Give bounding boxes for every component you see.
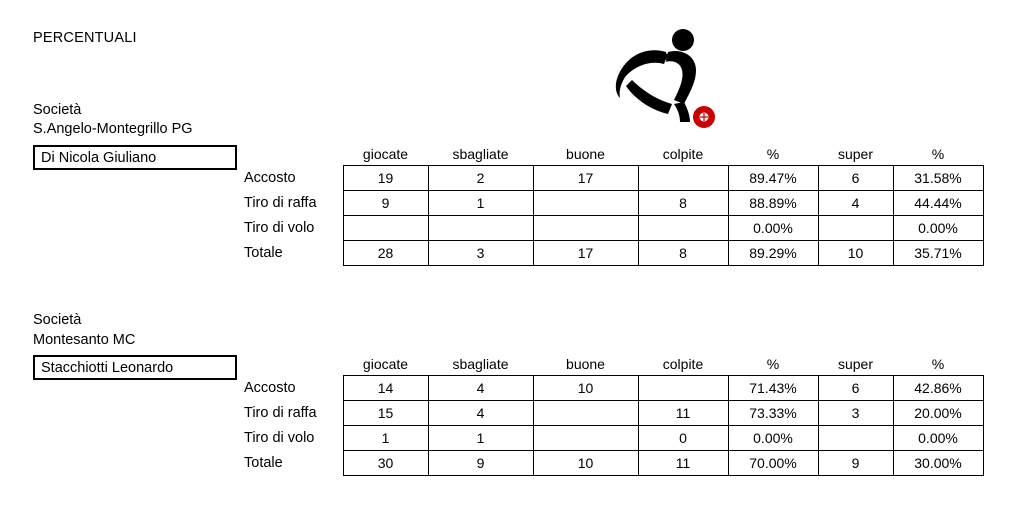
cell-buone xyxy=(533,191,638,216)
cell-colpite: 8 xyxy=(638,191,728,216)
cell-percentuale-1: 71.43% xyxy=(728,376,818,401)
col-header-sbagliate: sbagliate xyxy=(452,356,509,372)
cell-colpite xyxy=(638,376,728,401)
cell-colpite xyxy=(638,166,728,191)
col-header-percentuale-2: % xyxy=(931,356,945,372)
cell-colpite: 0 xyxy=(638,426,728,451)
cell-percentuale-2: 20.00% xyxy=(893,401,983,426)
cell-percentuale-1: 0.00% xyxy=(728,426,818,451)
col-header-giocate: giocate xyxy=(362,356,409,372)
cell-percentuale-2: 44.44% xyxy=(893,191,983,216)
cell-sbagliate: 9 xyxy=(428,451,533,476)
cell-percentuale-1: 88.89% xyxy=(728,191,818,216)
table-row-total xyxy=(238,241,983,266)
cell-percentuale-2: 42.86% xyxy=(893,376,983,401)
cell-percentuale-1: 70.00% xyxy=(728,451,818,476)
cell-super xyxy=(818,216,893,241)
cell-percentuale-2: 0.00% xyxy=(893,426,983,451)
cell-percentuale-1: 89.29% xyxy=(728,241,818,266)
cell-colpite: 11 xyxy=(638,451,728,476)
bocce-player-logo xyxy=(610,22,725,132)
stats-table-1 xyxy=(238,143,984,266)
cell-super: 3 xyxy=(818,401,893,426)
cell-buone: 17 xyxy=(533,166,638,191)
cell-sbagliate: 1 xyxy=(428,191,533,216)
cell-sbagliate: 2 xyxy=(428,166,533,191)
table-row-total xyxy=(238,451,983,476)
page-title: PERCENTUALI xyxy=(33,30,137,46)
table-row xyxy=(238,191,983,216)
col-header-super: super xyxy=(837,146,874,162)
cell-buone xyxy=(533,216,638,241)
cell-super xyxy=(818,426,893,451)
row-label: Accosto xyxy=(244,170,296,186)
cell-colpite: 8 xyxy=(638,241,728,266)
cell-buone xyxy=(533,426,638,451)
col-header-giocate: giocate xyxy=(362,146,409,162)
societa-name: Montesanto MC xyxy=(33,332,136,348)
row-label: Tiro di raffa xyxy=(244,195,317,211)
table-row xyxy=(238,216,983,241)
cell-super: 9 xyxy=(818,451,893,476)
row-label: Totale xyxy=(244,245,283,261)
societa-label: Società xyxy=(33,312,82,328)
table-row xyxy=(238,401,983,426)
col-header-buone: buone xyxy=(566,146,605,162)
cell-giocate: 19 xyxy=(343,166,428,191)
col-header-label xyxy=(238,143,343,166)
table-header-row xyxy=(238,143,983,166)
cell-buone: 17 xyxy=(533,241,638,266)
cell-giocate: 14 xyxy=(343,376,428,401)
cell-sbagliate: 4 xyxy=(428,401,533,426)
cell-percentuale-2: 31.58% xyxy=(893,166,983,191)
table-row xyxy=(238,166,983,191)
table-row xyxy=(238,426,983,451)
cell-buone: 10 xyxy=(533,376,638,401)
cell-percentuale-2: 0.00% xyxy=(893,216,983,241)
col-header-sbagliate: sbagliate xyxy=(452,146,509,162)
row-label: Totale xyxy=(244,455,283,471)
table-header-row xyxy=(238,353,983,376)
cell-percentuale-1: 0.00% xyxy=(728,216,818,241)
row-label: Tiro di volo xyxy=(244,430,315,446)
cell-super: 6 xyxy=(818,166,893,191)
cell-percentuale-1: 89.47% xyxy=(728,166,818,191)
col-header-percentuale-1: % xyxy=(766,356,780,372)
cell-colpite: 11 xyxy=(638,401,728,426)
row-label: Accosto xyxy=(244,380,296,396)
cell-sbagliate xyxy=(428,216,533,241)
col-header-percentuale-1: % xyxy=(766,146,780,162)
cell-percentuale-1: 73.33% xyxy=(728,401,818,426)
cell-colpite xyxy=(638,216,728,241)
row-label: Tiro di raffa xyxy=(244,405,317,421)
cell-super: 6 xyxy=(818,376,893,401)
cell-giocate: 1 xyxy=(343,426,428,451)
col-header-super: super xyxy=(837,356,874,372)
cell-sbagliate: 4 xyxy=(428,376,533,401)
row-label: Tiro di volo xyxy=(244,220,315,236)
col-header-colpite: colpite xyxy=(662,356,704,372)
cell-super: 10 xyxy=(818,241,893,266)
cell-giocate: 30 xyxy=(343,451,428,476)
cell-buone xyxy=(533,401,638,426)
col-header-percentuale-2: % xyxy=(931,146,945,162)
cell-giocate: 9 xyxy=(343,191,428,216)
col-header-buone: buone xyxy=(566,356,605,372)
cell-giocate xyxy=(343,216,428,241)
societa-name: S.Angelo-Montegrillo PG xyxy=(33,121,193,137)
col-header-colpite: colpite xyxy=(662,146,704,162)
cell-sbagliate: 1 xyxy=(428,426,533,451)
societa-label: Società xyxy=(33,102,82,118)
cell-super: 4 xyxy=(818,191,893,216)
cell-percentuale-2: 35.71% xyxy=(893,241,983,266)
cell-giocate: 28 xyxy=(343,241,428,266)
stats-table-2 xyxy=(238,353,984,476)
cell-giocate: 15 xyxy=(343,401,428,426)
table-row xyxy=(238,376,983,401)
cell-sbagliate: 3 xyxy=(428,241,533,266)
cell-buone: 10 xyxy=(533,451,638,476)
col-header-label xyxy=(238,353,343,376)
player-name-box[interactable]: Stacchiotti Leonardo xyxy=(33,355,237,380)
player-name-box[interactable]: Di Nicola Giuliano xyxy=(33,145,237,170)
cell-percentuale-2: 30.00% xyxy=(893,451,983,476)
